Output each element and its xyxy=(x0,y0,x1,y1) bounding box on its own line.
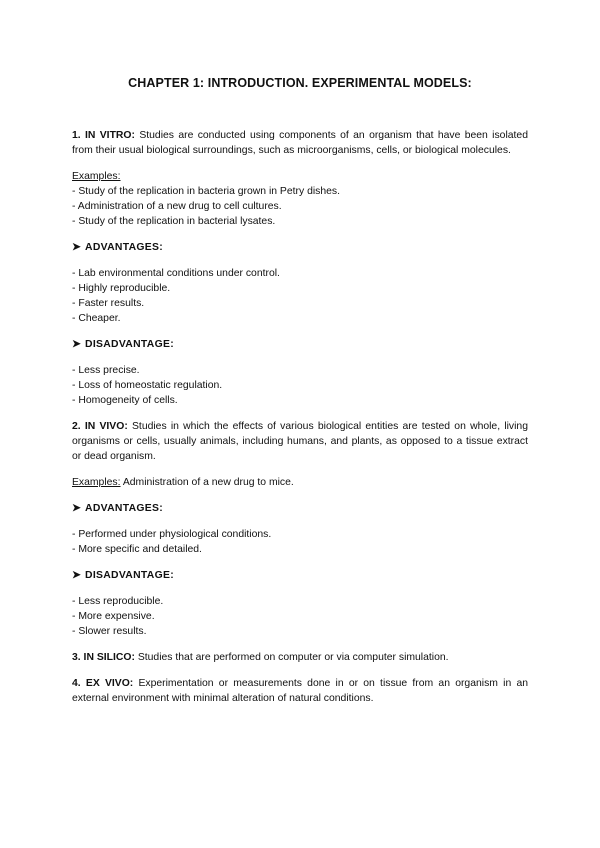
list-item: - Less reproducible. xyxy=(72,596,164,607)
list-item: - Study of the replication in bacteria grown in Petry dishes. xyxy=(72,186,340,197)
in-vitro-paragraph xyxy=(72,128,528,158)
in-silico-text: Studies that are performed on computer or via computer simulation. xyxy=(134,652,449,663)
ex-vivo-label: 4. EX VIVO: xyxy=(72,678,134,689)
in-vivo-advantages-heading: ➤ ADVANTAGES: xyxy=(72,503,163,514)
list-item: - More expensive. xyxy=(72,611,155,622)
in-vitro-examples-label: Examples: xyxy=(72,171,121,182)
arrow-icon: ➤ xyxy=(72,242,82,253)
list-item: - Slower results. xyxy=(72,626,147,637)
list-item: - More specific and detailed. xyxy=(72,544,202,555)
in-vivo-examples-text: Administration of a new drug to mice. xyxy=(120,477,294,488)
in-vitro-text: Studies are conducted using components of an organism that have been isolated from their usual biological surroundings, such as microorganisms, cells, or biological molecules. xyxy=(72,130,528,156)
in-silico-label: 3. IN SILICO: xyxy=(72,652,135,663)
list-item: - Cheaper. xyxy=(72,313,121,324)
in-vitro-label: 1. IN VITRO: xyxy=(72,130,135,141)
document-body xyxy=(72,128,528,706)
list-item: - Lab environmental conditions under control. xyxy=(72,268,280,279)
list-item: - Performed under physiological conditions. xyxy=(72,529,272,540)
in-silico-paragraph xyxy=(72,650,528,665)
arrow-icon: ➤ xyxy=(72,339,82,350)
arrow-icon: ➤ xyxy=(72,570,82,581)
list-item: - Loss of homeostatic regulation. xyxy=(72,380,223,391)
in-vivo-disadvantage-heading: ➤ DISADVANTAGE: xyxy=(72,570,174,581)
list-item: - Faster results. xyxy=(72,298,145,309)
in-vivo-examples xyxy=(72,475,528,490)
in-vivo-label: 2. IN VIVO: xyxy=(72,421,128,432)
list-item: - Study of the replication in bacterial lysates. xyxy=(72,216,276,227)
ex-vivo-text: Experimentation or measurements done in or on tissue from an organism in an external environment with minimal alteration of natural conditions. xyxy=(72,678,529,704)
in-vivo-paragraph xyxy=(72,419,528,464)
ex-vivo-paragraph xyxy=(72,676,528,706)
in-vivo-examples-label: Examples: xyxy=(72,477,121,488)
in-vitro-advantages-heading: ➤ ADVANTAGES: xyxy=(72,242,163,253)
list-item: - Highly reproducible. xyxy=(72,283,171,294)
list-item: - Less precise. xyxy=(72,365,140,376)
list-item: - Administration of a new drug to cell cultures. xyxy=(72,201,282,212)
in-vitro-disadvantage-heading: ➤ DISADVANTAGE: xyxy=(72,339,174,350)
arrow-icon: ➤ xyxy=(72,503,82,514)
page-title: CHAPTER 1: INTRODUCTION. EXPERIMENTAL MODELS: xyxy=(128,76,472,90)
list-item: - Homogeneity of cells. xyxy=(72,395,178,406)
in-vivo-text: Studies in which the effects of various biological entities are tested on whole, living organisms or cells, usually animals, including humans, and plants, as opposed to a tissue extract or dead organism. xyxy=(72,421,528,462)
